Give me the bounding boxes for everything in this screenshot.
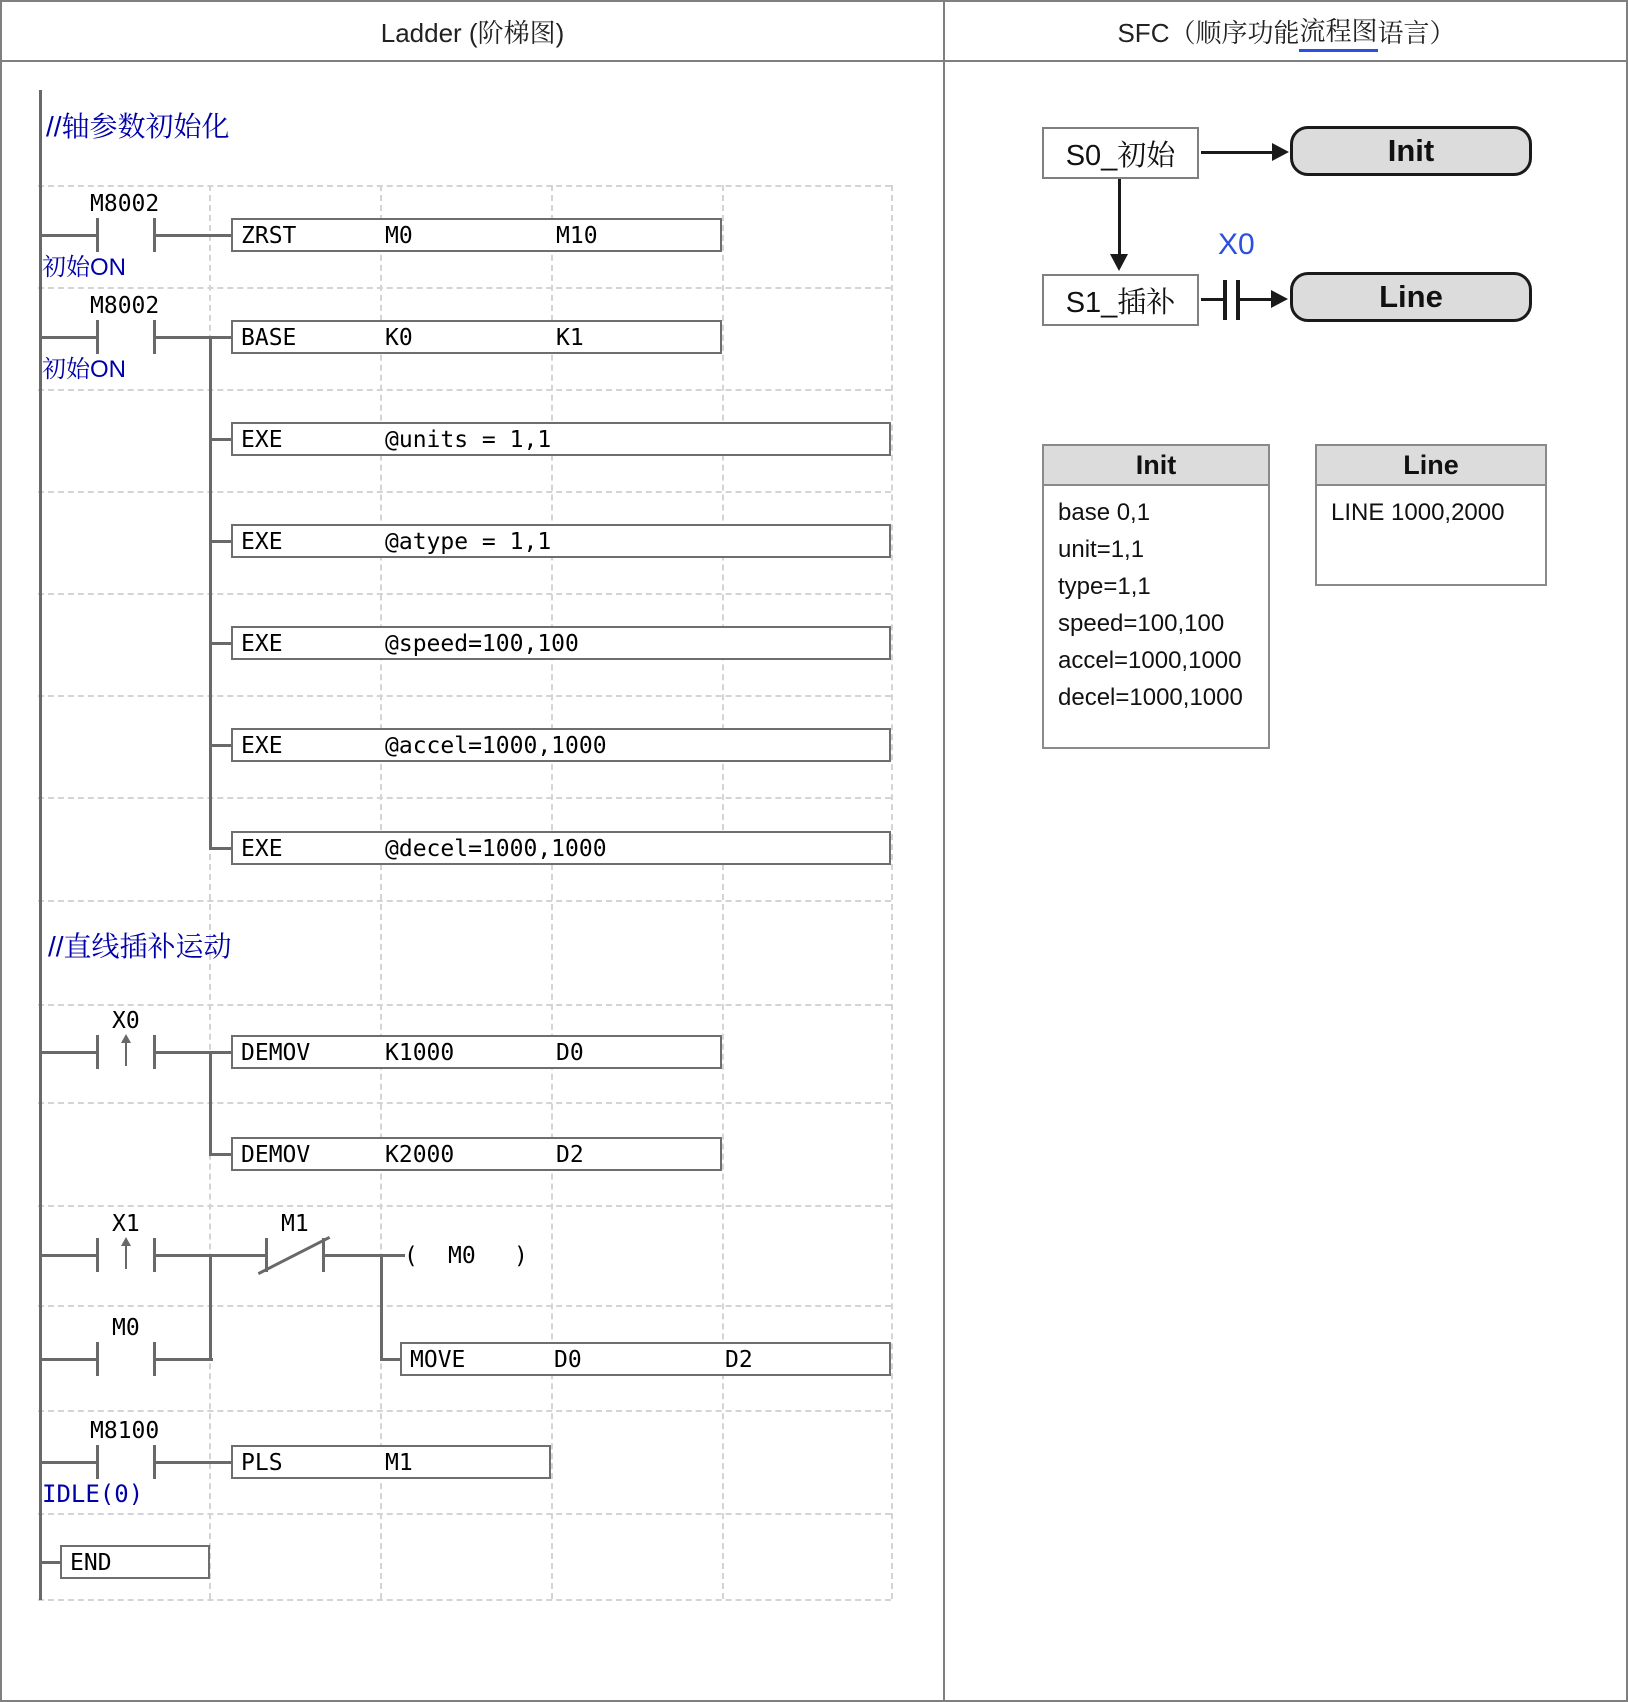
sfc-transition-bar xyxy=(1223,280,1227,320)
sfc-step-s1-label: S1_插补 xyxy=(1065,286,1176,319)
operand: D0 xyxy=(556,1040,584,1066)
ladder-comment-axis-init: //轴参数初始化 xyxy=(46,111,230,142)
contact-sublabel: 初始ON xyxy=(42,254,126,281)
contact-label: M0 xyxy=(112,1315,140,1341)
grid-line xyxy=(551,185,553,1599)
line-table-header xyxy=(1315,444,1547,486)
init-table-header xyxy=(1042,444,1270,486)
init-table-row: unit=1,1 xyxy=(1058,536,1145,563)
instruction-box-demov-2 xyxy=(231,1137,722,1171)
coil-operand: M0 xyxy=(448,1243,476,1269)
operand: M0 xyxy=(385,223,413,249)
line-table-body xyxy=(1315,486,1547,586)
operand: @accel=1000,1000 xyxy=(385,733,607,759)
wire xyxy=(325,1254,405,1257)
ladder-column-header xyxy=(2,2,943,60)
wire xyxy=(209,642,233,645)
rising-edge-arrow xyxy=(125,1042,127,1066)
instruction-box-demov-1 xyxy=(231,1035,722,1069)
sfc-title-prefix: SFC（顺序功能 xyxy=(1117,17,1300,48)
grid-line xyxy=(380,185,382,1599)
line-table-row: LINE 1000,2000 xyxy=(1331,499,1505,526)
opcode: MOVE xyxy=(410,1347,466,1373)
opcode: EXE xyxy=(241,631,283,657)
wire xyxy=(40,1561,60,1564)
contact-sublabel: 初始ON xyxy=(42,356,126,383)
contact-label: M8002 xyxy=(90,191,160,217)
operand: @decel=1000,1000 xyxy=(385,836,607,862)
sfc-connector xyxy=(1118,179,1121,255)
sfc-transition-label: X0 xyxy=(1218,228,1255,261)
sfc-connector xyxy=(1240,298,1272,301)
wire xyxy=(209,847,233,850)
wire xyxy=(156,1051,231,1054)
branch-wire xyxy=(209,1254,212,1360)
wire xyxy=(156,1461,231,1464)
sfc-title-link[interactable]: 流程图 xyxy=(1299,11,1377,52)
wire xyxy=(40,1051,96,1054)
instruction-box-exe-speed xyxy=(231,626,891,660)
grid-line xyxy=(891,185,893,1599)
sfc-connector xyxy=(1201,298,1223,301)
grid-line xyxy=(38,1410,891,1412)
arrow-right-icon xyxy=(1272,143,1289,161)
instruction-box-pls xyxy=(231,1445,551,1479)
instruction-box-exe-atype xyxy=(231,524,891,558)
instruction-box-exe-accel xyxy=(231,728,891,762)
operand: @units = 1,1 xyxy=(385,427,552,453)
sfc-action-line xyxy=(1290,272,1532,322)
operand: D2 xyxy=(556,1142,584,1168)
instruction-box-end xyxy=(60,1545,210,1579)
wire xyxy=(209,1153,233,1156)
sfc-step-s0-label: S0_初始 xyxy=(1065,139,1176,172)
opcode: DEMOV xyxy=(241,1142,311,1168)
grid-line xyxy=(38,1599,891,1601)
wire xyxy=(156,234,231,237)
wire xyxy=(40,1358,96,1361)
operand: D0 xyxy=(554,1347,582,1373)
grid-line xyxy=(38,491,891,493)
wire xyxy=(209,744,233,747)
rising-edge-contact-bar xyxy=(96,1238,99,1272)
operand: @speed=100,100 xyxy=(385,631,579,657)
nc-contact-slash xyxy=(258,1236,331,1275)
wire xyxy=(40,1254,96,1257)
grid-line xyxy=(38,797,891,799)
coil-close-paren: ) xyxy=(514,1243,528,1269)
rising-edge-arrow-head xyxy=(121,1237,131,1246)
instruction-box-exe-units xyxy=(231,422,891,456)
grid-line xyxy=(38,1004,891,1006)
ladder-title: Ladder (阶梯图) xyxy=(380,17,565,48)
branch-wire xyxy=(380,1254,383,1360)
rising-edge-arrow-head xyxy=(121,1034,131,1043)
power-rail xyxy=(39,90,42,1600)
grid-line xyxy=(38,389,891,391)
opcode: DEMOV xyxy=(241,1040,311,1066)
opcode: ZRST xyxy=(241,223,297,249)
wire xyxy=(40,336,96,339)
operand: K1000 xyxy=(385,1040,455,1066)
opcode: EXE xyxy=(241,529,283,555)
wire xyxy=(209,540,233,543)
operand: K0 xyxy=(385,325,413,351)
opcode: EXE xyxy=(241,733,283,759)
operand: M1 xyxy=(385,1450,413,1476)
wire xyxy=(380,1358,402,1361)
grid-line xyxy=(38,1205,891,1207)
wire xyxy=(40,1461,96,1464)
instruction-box-base xyxy=(231,320,722,354)
wire xyxy=(209,438,233,441)
operand: M10 xyxy=(556,223,598,249)
operand: K1 xyxy=(556,325,584,351)
grid-line xyxy=(38,287,891,289)
header-divider-line xyxy=(2,60,1626,62)
operand: D2 xyxy=(725,1347,753,1373)
init-table-body xyxy=(1042,486,1270,749)
instruction-box-move xyxy=(400,1342,891,1376)
arrow-down-icon xyxy=(1110,254,1128,271)
opcode: BASE xyxy=(241,325,297,351)
no-contact-bar xyxy=(96,218,99,252)
contact-label: X0 xyxy=(112,1008,140,1034)
sfc-step-s1 xyxy=(1042,274,1199,326)
coil-open-paren: ( xyxy=(404,1243,418,1269)
contact-sublabel: IDLE(0) xyxy=(42,1480,144,1508)
sfc-connector xyxy=(1201,151,1273,154)
sfc-column-header xyxy=(945,2,1628,60)
grid-line xyxy=(38,1305,891,1307)
init-table-row: decel=1000,1000 xyxy=(1058,684,1243,711)
grid-line xyxy=(38,695,891,697)
instruction-box-zrst xyxy=(231,218,722,252)
ladder-comment-linear-interp: //直线插补运动 xyxy=(48,931,232,962)
rising-edge-arrow xyxy=(125,1245,127,1269)
line-table-title: Line xyxy=(1403,449,1459,480)
no-contact-bar xyxy=(96,1445,99,1479)
grid-line xyxy=(38,593,891,595)
init-table-row: accel=1000,1000 xyxy=(1058,647,1242,674)
contact-label: M8100 xyxy=(90,1418,160,1444)
opcode: EXE xyxy=(241,427,283,453)
wire xyxy=(156,1358,213,1361)
init-table-title: Init xyxy=(1135,449,1177,480)
grid-line xyxy=(38,1513,891,1515)
sfc-action-init xyxy=(1290,126,1532,176)
branch-wire xyxy=(209,1051,212,1155)
init-table-row: base 0,1 xyxy=(1058,499,1151,526)
rising-edge-contact-bar xyxy=(96,1035,99,1069)
contact-label: M8002 xyxy=(90,293,160,319)
grid-line xyxy=(38,185,891,187)
sfc-step-s0 xyxy=(1042,127,1199,179)
grid-line xyxy=(38,900,891,902)
operand: K2000 xyxy=(385,1142,455,1168)
opcode: PLS xyxy=(241,1450,283,1476)
wire xyxy=(156,336,231,339)
sfc-title-suffix: 语言） xyxy=(1377,17,1456,48)
wire xyxy=(40,234,96,237)
sfc-action-init-label: Init xyxy=(1387,133,1435,168)
grid-line xyxy=(722,185,724,1599)
operand: @atype = 1,1 xyxy=(385,529,552,555)
init-table-row: type=1,1 xyxy=(1058,573,1151,600)
no-contact-bar xyxy=(96,1342,99,1376)
sfc-action-line-label: Line xyxy=(1379,279,1443,314)
contact-label: M1 xyxy=(281,1211,309,1237)
no-contact-bar xyxy=(96,320,99,354)
instruction-box-exe-decel xyxy=(231,831,891,865)
opcode: END xyxy=(70,1550,112,1576)
arrow-right-icon xyxy=(1271,290,1288,308)
column-divider-line xyxy=(943,2,945,1702)
branch-wire xyxy=(209,336,212,849)
grid-line xyxy=(38,1102,891,1104)
contact-label: X1 xyxy=(112,1211,140,1237)
init-table-row: speed=100,100 xyxy=(1058,610,1225,637)
opcode: EXE xyxy=(241,836,283,862)
